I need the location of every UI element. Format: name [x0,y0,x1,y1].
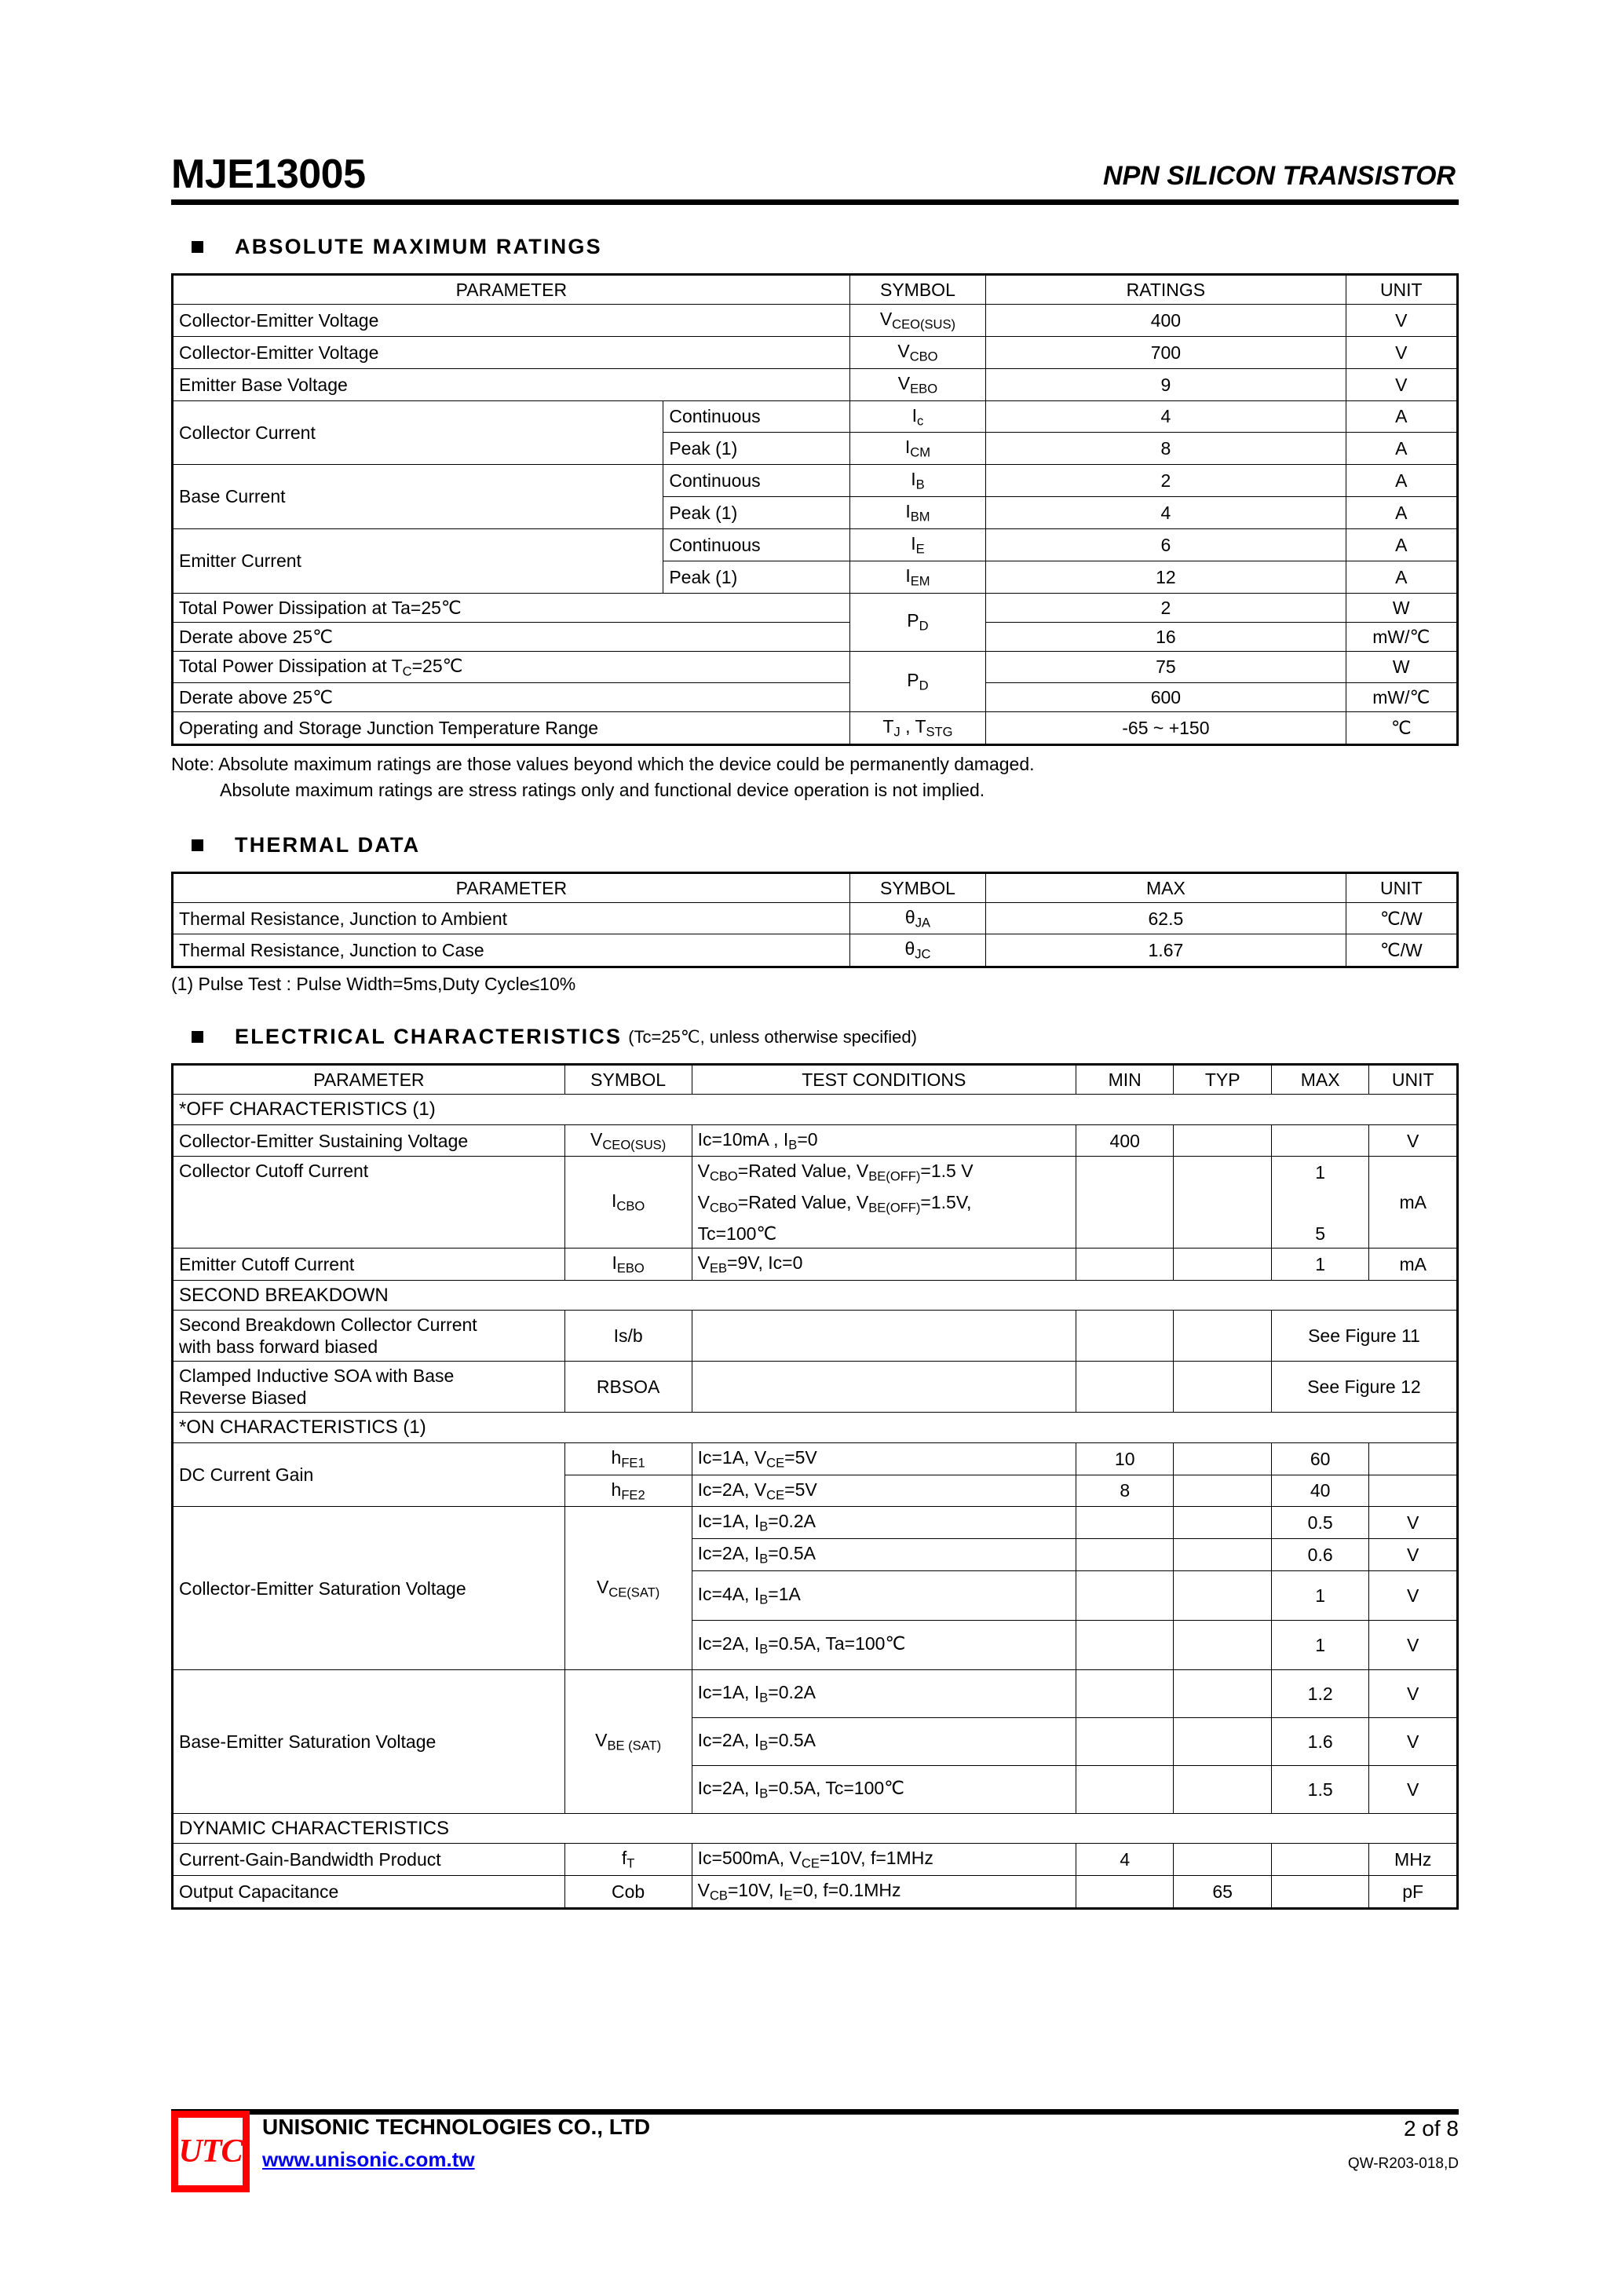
min-value [1076,1249,1173,1281]
table-row [173,651,1458,683]
max-value: 40 [1271,1475,1368,1507]
test-condition: $V_{CBO}=Rated$ Value, $V_{BE(OFF)}=1.5$ V [692,1157,1076,1188]
test-condition: $V_{CB}=10V$, $I_E=0$, f=0.1MHz [692,1876,1076,1909]
rating-value: 75 [986,651,1346,683]
utc-logo [171,2111,250,2192]
typ-value [1174,1475,1271,1507]
min-value [1076,1876,1173,1909]
subparam-continuous: Continuous [663,465,849,497]
section-title-electrical: ELECTRICAL CHARACTERISTICS [235,1025,623,1049]
col-header-symbol: SYMBOL [849,275,986,305]
symbol-theta-jc: $\theta_{JC}$ [849,934,986,967]
min-value: 10 [1076,1442,1173,1475]
max-value: 5 [1271,1219,1368,1249]
document-code: QW-R203-018,D [1347,2155,1459,2172]
table-row [173,400,1458,433]
rating-value: 16 [986,622,1346,651]
square-bullet-icon [192,839,203,851]
subparam-peak: Peak (1) [663,561,849,593]
param-dc-current-gain: DC Current Gain [173,1442,565,1507]
min-value [1076,1539,1173,1571]
typ-value [1174,1507,1271,1539]
footer-company-block [262,2115,1348,2172]
col-header-max: MAX [986,872,1346,902]
figure-reference: See Figure 11 [1271,1311,1457,1362]
symbol-vceo-sus: $V_{CEO(SUS)}$ [849,305,986,337]
col-header-unit: UNIT [1346,872,1457,902]
document-header [171,154,1459,198]
param-line-1: Clamped Inductive SOA with Base [179,1366,455,1387]
max-value: 1.6 [1271,1718,1368,1766]
unit-value: V [1369,1124,1458,1157]
unit-value: V [1369,1507,1458,1539]
col-header-parameter: PARAMETER [173,1065,565,1095]
table-row [173,1362,1458,1413]
symbol-hfe2: $h_{FE2}$ [564,1475,692,1507]
rating-value: 400 [986,305,1346,337]
col-header-parameter: PARAMETER [173,872,850,902]
typ-value [1174,1442,1271,1475]
min-value [1076,1766,1173,1814]
param-total-power-dissipation-tc: Total Power Dissipation at $T_C=25℃$ [173,651,850,683]
col-header-ratings: RATINGS [986,275,1346,305]
param-total-power-dissipation-ta: Total Power Dissipation at Ta=25℃ [173,593,850,622]
unit-value: ℃/W [1346,934,1457,967]
square-bullet-icon [192,1031,203,1043]
param-thermal-resistance-junction-case: Thermal Resistance, Junction to Case [173,934,850,967]
min-value [1076,1571,1173,1621]
symbol-ib: $I_B$ [849,465,986,497]
max-value: 0.5 [1271,1507,1368,1539]
typ-value [1174,1571,1271,1621]
col-header-symbol: SYMBOL [564,1065,692,1095]
table-row [173,1876,1458,1909]
unit-value: A [1346,400,1457,433]
table-row [173,1670,1458,1718]
table-header-row [173,872,1458,902]
unit-value: V [1369,1571,1458,1621]
max-value: 62.5 [986,902,1346,934]
table-row [173,368,1458,400]
param-collector-current: Collector Current [173,400,663,465]
footer-body [171,2115,1459,2192]
figure-reference: See Figure 12 [1271,1362,1457,1413]
unit-value [1369,1442,1458,1475]
param-current-gain-bandwidth-product: Current-Gain-Bandwidth Product [173,1844,565,1876]
param-collector-emitter-voltage-sus: Collector-Emitter Voltage [173,305,850,337]
unit-value: V [1369,1539,1458,1571]
section-band-row [173,1413,1458,1442]
max-value: 1 [1271,1157,1368,1188]
abs-max-notes [171,751,1459,803]
symbol-vbe-sat: $V_{BE (SAT)}$ [564,1670,692,1814]
symbol-iem: $I_{EM}$ [849,561,986,593]
test-condition: Ic=500mA, $V_{CE}=10V$, f=1MHz [692,1844,1076,1876]
test-condition: Ic=2A, $I_B=0.5A$, Tc=100℃ [692,1766,1076,1814]
table-row [173,902,1458,934]
subparam-continuous: Continuous [663,400,849,433]
section-band-row [173,1814,1458,1844]
band-second-breakdown: SECOND BREAKDOWN [173,1280,1458,1310]
pulse-test-note: (1) Pulse Test : Pulse Width=5ms,Duty Cycle≤10% [171,974,576,995]
unit-value: pF [1369,1876,1458,1909]
unit-value: mA [1369,1157,1458,1249]
symbol-vcbo: $V_{CBO}$ [849,336,986,368]
test-condition: Ic=2A, $I_B=0.5A$ [692,1718,1076,1766]
unit-value: mW/℃ [1346,683,1457,712]
section-band-row [173,1280,1458,1310]
subparam-peak: Peak (1) [663,433,849,465]
max-value: 1.2 [1271,1670,1368,1718]
typ-value [1174,1670,1271,1718]
col-header-unit: UNIT [1346,275,1457,305]
symbol-pd-tc: $P_D$ [849,651,986,712]
unit-value: W [1346,651,1457,683]
note-line-1: Note: Absolute maximum ratings are those values beyond which the device could be permanently damaged. [171,754,1035,775]
thermal-data-table [171,872,1459,969]
symbol-icbo: $I_{CBO}$ [564,1157,692,1249]
company-website-link[interactable]: www.unisonic.com.tw [262,2148,475,2172]
table-row [173,1311,1458,1362]
square-bullet-icon [192,241,203,253]
symbol-ic: $I_c$ [849,400,986,433]
unit-value: V [1346,336,1457,368]
table-header-row [173,1065,1458,1095]
param-clamped-inductive-soa [173,1362,565,1413]
part-number-title: MJE13005 [171,152,366,197]
min-value [1076,1311,1173,1362]
param-collector-emitter-sustaining-voltage: Collector-Emitter Sustaining Voltage [173,1124,565,1157]
param-collector-emitter-saturation-voltage: Collector-Emitter Saturation Voltage [173,1507,565,1670]
param-output-capacitance: Output Capacitance [173,1876,565,1909]
max-value [1271,1876,1368,1909]
param-collector-emitter-voltage-cbo: Collector-Emitter Voltage [173,336,850,368]
table-row [173,593,1458,622]
symbol-ie: $I_E$ [849,528,986,561]
max-value-spacer [1271,1188,1368,1219]
test-condition: $V_{CBO}=Rated$ Value, $V_{BE(OFF)}=1.5V$, [692,1188,1076,1219]
param-emitter-base-voltage: Emitter Base Voltage [173,368,850,400]
param-operating-storage-temp-range: Operating and Storage Junction Temperature Range [173,712,850,745]
param-thermal-resistance-junction-ambient: Thermal Resistance, Junction to Ambient [173,902,850,934]
utc-logo-text: UTC [178,2133,243,2170]
col-header-min: MIN [1076,1065,1173,1095]
test-condition: Ic=1A, $I_B=0.2A$ [692,1507,1076,1539]
unit-value: A [1346,433,1457,465]
unit-value: mA [1369,1249,1458,1281]
table-row [173,712,1458,745]
min-value: 4 [1076,1844,1173,1876]
param-base-emitter-saturation-voltage: Base-Emitter Saturation Voltage [173,1670,565,1814]
min-value: 8 [1076,1475,1173,1507]
section-header-thermal [171,833,1459,857]
param-emitter-current: Emitter Current [173,528,663,593]
unit-value: A [1346,497,1457,529]
unit-value: mW/℃ [1346,622,1457,651]
test-condition: Ic=2A, $I_B=0.5A$, Ta=100℃ [692,1621,1076,1670]
unit-value: A [1346,561,1457,593]
typ-value [1174,1157,1271,1249]
test-condition: Tc=100℃ [692,1219,1076,1249]
company-name: UNISONIC TECHNOLOGIES CO., LTD [262,2115,651,2139]
unit-value: V [1369,1621,1458,1670]
typ-value [1174,1362,1271,1413]
rating-value: 8 [986,433,1346,465]
note-line-2: Absolute maximum ratings are stress ratings only and functional device operation is not implied. [220,779,985,800]
max-value: 1 [1271,1571,1368,1621]
table-row [173,934,1458,967]
symbol-cob: Cob [564,1876,692,1909]
typ-value [1174,1311,1271,1362]
max-value: 1.67 [986,934,1346,967]
absolute-maximum-ratings-table [171,273,1459,746]
symbol-hfe1: $h_{FE1}$ [564,1442,692,1475]
test-condition [692,1362,1076,1413]
table-row [173,336,1458,368]
rating-value: 2 [986,465,1346,497]
table-row [173,1844,1458,1876]
param-second-breakdown-collector-current [173,1311,565,1362]
footer-meta-block [1348,2115,1459,2173]
typ-value [1174,1844,1271,1876]
symbol-pd-ta: $P_D$ [849,593,986,651]
max-value [1271,1124,1368,1157]
page-number: 2 of 8 [1403,2116,1459,2141]
symbol-ft: $f_T$ [564,1844,692,1876]
test-condition: Ic=4A, $I_B=1A$ [692,1571,1076,1621]
section-title-thermal: THERMAL DATA [235,832,421,857]
section-title-abs-max: ABSOLUTE MAXIMUM RATINGS [235,235,602,258]
min-value [1076,1362,1173,1413]
section-header-abs-max [171,235,1459,259]
min-value [1076,1670,1173,1718]
unit-value: ℃/W [1346,902,1457,934]
unit-value [1369,1475,1458,1507]
subparam-continuous: Continuous [663,528,849,561]
test-condition: Ic=1A, $V_{CE}=5V$ [692,1442,1076,1475]
col-header-test-conditions: TEST CONDITIONS [692,1065,1076,1095]
symbol-iebo: $I_{EBO}$ [564,1249,692,1281]
footer-divider [171,2109,1459,2115]
col-header-symbol: SYMBOL [849,872,986,902]
min-value [1076,1157,1173,1249]
max-value: 1.5 [1271,1766,1368,1814]
param-derate-above-25-tc: Derate above 25℃ [173,683,850,712]
table-row [173,528,1458,561]
table-row [173,622,1458,651]
unit-value: W [1346,593,1457,622]
unit-value: V [1369,1718,1458,1766]
section-note-electrical: (Tc=25℃, unless otherwise specified) [628,1026,917,1047]
col-header-parameter: PARAMETER [173,275,850,305]
table-row [173,1507,1458,1539]
unit-value: V [1369,1766,1458,1814]
test-condition: Ic=2A, $V_{CE}=5V$ [692,1475,1076,1507]
unit-value: ℃ [1346,712,1457,745]
page-footer [171,2109,1459,2192]
typ-value [1174,1766,1271,1814]
min-value [1076,1507,1173,1539]
typ-value [1174,1539,1271,1571]
unit-value: A [1346,528,1457,561]
max-value [1271,1844,1368,1876]
band-off-characteristics: *OFF CHARACTERISTICS (1) [173,1095,1458,1124]
rating-value: 600 [986,683,1346,712]
param-emitter-cutoff-current: Emitter Cutoff Current [173,1249,565,1281]
rating-value: 2 [986,593,1346,622]
typ-value: 65 [1174,1876,1271,1909]
test-condition: Ic=1A, $I_B=0.2A$ [692,1670,1076,1718]
rating-value: 12 [986,561,1346,593]
typ-value [1174,1124,1271,1157]
rating-value: 6 [986,528,1346,561]
unit-value: V [1346,368,1457,400]
rating-value: 4 [986,400,1346,433]
header-divider [171,199,1459,205]
unit-value: V [1346,305,1457,337]
symbol-icm: $I_{CM}$ [849,433,986,465]
table-header-row [173,275,1458,305]
symbol-rbsoa: RBSOA [564,1362,692,1413]
unit-value: V [1369,1670,1458,1718]
test-condition: Ic=10mA , $I_B=0$ [692,1124,1076,1157]
rating-value: 9 [986,368,1346,400]
symbol-vebo: $V_{EBO}$ [849,368,986,400]
rating-value: -65 ~ +150 [986,712,1346,745]
test-condition [692,1311,1076,1362]
param-line-1: Second Breakdown Collector Current [179,1314,477,1336]
min-value [1076,1718,1173,1766]
table-row [173,683,1458,712]
page-content [171,154,1459,1910]
min-value: 400 [1076,1124,1173,1157]
min-value [1076,1621,1173,1670]
param-line-2: with bass forward biased [179,1336,378,1358]
param-collector-cutoff-current: Collector Cutoff Current [173,1157,565,1249]
typ-value [1174,1718,1271,1766]
unit-value: MHz [1369,1844,1458,1876]
max-value: 60 [1271,1442,1368,1475]
table-row [173,305,1458,337]
band-on-characteristics: *ON CHARACTERISTICS (1) [173,1413,1458,1442]
max-value: 1 [1271,1621,1368,1670]
rating-value: 700 [986,336,1346,368]
table-row [173,1442,1458,1475]
subparam-peak: Peak (1) [663,497,849,529]
device-type-label: NPN SILICON TRANSISTOR [1103,161,1456,191]
table-row [173,1157,1458,1188]
typ-value [1174,1621,1271,1670]
typ-value [1174,1249,1271,1281]
band-dynamic-characteristics: DYNAMIC CHARACTERISTICS [173,1814,1458,1844]
test-condition: $V_{EB}=9V$, Ic=0 [692,1249,1076,1281]
unit-value: A [1346,465,1457,497]
table-row [173,465,1458,497]
param-base-current: Base Current [173,465,663,529]
symbol-ibm: $I_{BM}$ [849,497,986,529]
param-line-2: Reverse Biased [179,1387,307,1409]
max-value: 0.6 [1271,1539,1368,1571]
section-header-electrical [171,1025,1459,1049]
symbol-vce-sat: $V_{CE(SAT)}$ [564,1507,692,1670]
symbol-tj-tstg: $T_J$ , $T_{STG}$ [849,712,986,745]
col-header-unit: UNIT [1369,1065,1458,1095]
section-band-row [173,1095,1458,1124]
electrical-characteristics-table [171,1063,1459,1910]
rating-value: 4 [986,497,1346,529]
symbol-vceo-sus: $V_{CEO(SUS)}$ [564,1124,692,1157]
symbol-theta-ja: $\theta_{JA}$ [849,902,986,934]
col-header-max: MAX [1271,1065,1368,1095]
utc-logo-inner [178,2118,243,2185]
table-row [173,1249,1458,1281]
test-condition: Ic=2A, $I_B=0.5A$ [692,1539,1076,1571]
param-derate-above-25-ta: Derate above 25℃ [173,622,850,651]
max-value: 1 [1271,1249,1368,1281]
col-header-typ: TYP [1174,1065,1271,1095]
symbol-is-b: Is/b [564,1311,692,1362]
table-row [173,1124,1458,1157]
